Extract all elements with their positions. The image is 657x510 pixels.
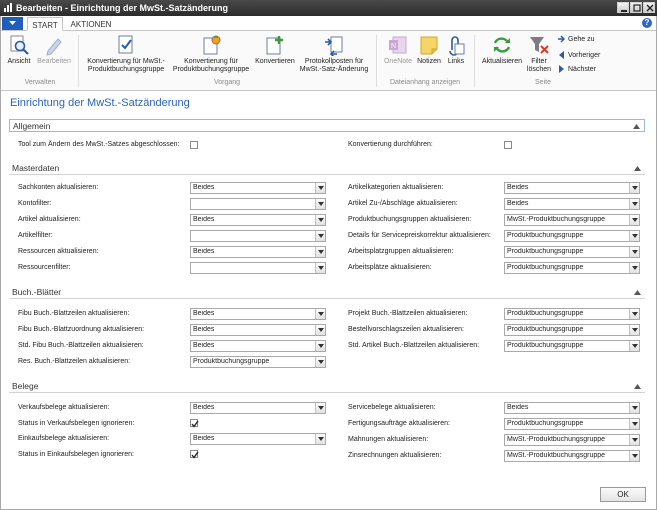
chevron-down-icon: [318, 360, 324, 364]
pencil-icon: [43, 34, 65, 56]
section-title-buchblaetter: Buch.-Blätter: [12, 287, 62, 297]
field-label: Artikelkategorien aktualisieren:: [348, 184, 444, 191]
chevron-up-icon: [633, 124, 640, 129]
checkmark-icon: [191, 420, 199, 428]
dropdown-arrow: [315, 263, 325, 273]
verkaufsbelege-dropdown[interactable]: [190, 402, 326, 414]
section-header-allgemein[interactable]: [9, 119, 645, 132]
chevron-down-icon: [632, 218, 638, 222]
onenote-icon: [387, 34, 409, 56]
document-gear-icon: [200, 34, 222, 56]
konvertierung-mwst-button[interactable]: [84, 34, 168, 74]
minimize-icon: [619, 4, 629, 13]
field-label: Zinsrechnungen aktualisieren:: [348, 452, 442, 459]
ribbon-separator: [78, 35, 79, 87]
dropdown-arrow: [629, 419, 639, 429]
tab-start[interactable]: START: [27, 17, 63, 31]
chevron-down-icon: [632, 266, 638, 270]
dropdown-arrow: [629, 451, 639, 461]
konvertierung-produkt-label-2: Produktbuchungsgruppe: [172, 66, 250, 73]
chevron-down-icon: [632, 186, 638, 190]
naechster-label: Nächster: [568, 65, 597, 73]
chevron-down-icon: [318, 406, 324, 410]
chevron-down-icon: [318, 202, 324, 206]
fibu-blattzeilen-dropdown[interactable]: [190, 308, 326, 320]
dropdown-arrow: [629, 183, 639, 193]
std-fibu-blattzeilen-dropdown[interactable]: [190, 340, 326, 352]
maximize-button[interactable]: [630, 2, 642, 13]
dropdown-arrow: [315, 231, 325, 241]
dropdown-arrow: [629, 435, 639, 445]
section-header-belege[interactable]: [9, 380, 645, 393]
projekt-blattzeilen-dropdown[interactable]: [504, 308, 640, 320]
field-label: Artikel Zu-/Abschläge aktualisieren:: [348, 200, 458, 207]
field-label: Artikel aktualisieren:: [18, 216, 81, 223]
chevron-down-icon: [318, 312, 324, 316]
field-label: Konvertierung durchführen:: [348, 141, 433, 148]
chevron-down-icon: [318, 186, 324, 190]
dropdown-arrow: [629, 247, 639, 257]
chevron-down-icon: [632, 234, 638, 238]
dropdown-arrow: [315, 403, 325, 413]
res-blattzeilen-dropdown[interactable]: [190, 356, 326, 368]
gehe-zu-label: Gehe zu: [568, 35, 595, 43]
field-label: Std. Artikel Buch.-Blattzeilen aktualisieren:: [348, 342, 480, 349]
svg-text:N: N: [390, 43, 397, 50]
field-label: Details für Servicepreiskorrektur aktualisieren:: [348, 232, 491, 239]
dropdown-value: Produktbuchungsgruppe: [193, 358, 270, 365]
dropdown-arrow: [629, 231, 639, 241]
dropdown-value: Beides: [193, 404, 215, 411]
field-label: Servicebelege aktualisieren:: [348, 404, 436, 411]
chevron-down-icon: [632, 438, 638, 442]
chevron-down-icon: [318, 437, 324, 441]
ressourcenfilter-input[interactable]: [190, 262, 326, 274]
section-header-masterdaten[interactable]: [9, 162, 645, 175]
app-icon: [4, 3, 13, 12]
ribbon-separator: [474, 35, 475, 87]
dropdown-value: Beides: [193, 184, 215, 191]
minimize-button[interactable]: [617, 2, 629, 13]
dropdown-arrow: [315, 183, 325, 193]
dropdown-arrow: [629, 263, 639, 273]
field-label: Arbeitsplatzgruppen aktualisieren:: [348, 248, 454, 255]
tab-aktionen[interactable]: AKTIONEN: [70, 20, 112, 29]
chevron-up-icon: [634, 290, 641, 295]
dropdown-arrow: [629, 309, 639, 319]
dropdown-value: Produktbuchungsgruppe: [507, 232, 584, 239]
bestellvorschlagszeilen-dropdown[interactable]: [504, 324, 640, 336]
dropdown-value: Produktbuchungsgruppe: [507, 264, 584, 271]
filter-loeschen-label-1: Filter: [531, 58, 547, 65]
section-header-buchblaetter[interactable]: [9, 286, 645, 299]
sachkonten-dropdown[interactable]: [190, 182, 326, 194]
mahnungen-dropdown[interactable]: [504, 434, 640, 446]
document-arrows-icon: [323, 34, 345, 56]
servicepreiskorrektur-dropdown[interactable]: [504, 230, 640, 242]
dropdown-value: Beides: [507, 200, 529, 207]
notizen-label: Notizen: [417, 58, 441, 65]
dropdown-value: Beides: [193, 435, 215, 442]
bearbeiten-button[interactable]: [36, 34, 72, 66]
artikelfilter-input[interactable]: [190, 230, 326, 242]
refresh-icon: [491, 34, 513, 56]
maximize-icon: [632, 4, 642, 13]
group-label-seite: Seite: [535, 79, 551, 86]
page-title: Einrichtung der MwSt.-Satzänderung: [10, 97, 190, 109]
links-label: Links: [447, 58, 465, 65]
konvertierung-produkt-button[interactable]: [170, 34, 252, 74]
gehe-zu-button[interactable]: [558, 35, 594, 43]
note-icon: [418, 34, 440, 56]
field-label: Ressourcen aktualisieren:: [18, 248, 99, 255]
ok-button[interactable]: OK: [600, 487, 646, 502]
artikelkategorien-dropdown[interactable]: [504, 182, 640, 194]
field-label: Kontofilter:: [18, 200, 52, 207]
std-artikel-blattzeilen-dropdown[interactable]: [504, 340, 640, 352]
field-label: Arbeitsplätze aktualisieren:: [348, 264, 432, 271]
arbeitsplatzgruppen-dropdown[interactable]: [504, 246, 640, 258]
dropdown-value: MwSt.-Produktbuchungsgruppe: [507, 452, 606, 459]
checkmark-icon: [191, 451, 199, 459]
funnel-clear-icon: [528, 34, 550, 56]
artikel-dropdown[interactable]: [190, 214, 326, 226]
ressourcen-dropdown[interactable]: [190, 246, 326, 258]
kontofilter-input[interactable]: [190, 198, 326, 210]
chevron-down-icon: [632, 202, 638, 206]
field-label: Status in Einkaufsbelegen ignorieren:: [18, 451, 134, 458]
chevron-down-icon: [632, 312, 638, 316]
dropdown-value: Beides: [507, 184, 529, 191]
chevron-down-icon: [632, 250, 638, 254]
ribbon-tab-bar: [0, 16, 657, 31]
chevron-down-icon: [632, 328, 638, 332]
field-label: Projekt Buch.-Blattzeilen aktualisieren:: [348, 310, 468, 317]
status-verkauf-ignorieren-checkbox[interactable]: [190, 419, 198, 427]
field-label: Fibu Buch.-Blattzuordnung aktualisieren:: [18, 326, 145, 333]
dropdown-value: Produktbuchungsgruppe: [507, 310, 584, 317]
zinsrechnungen-dropdown[interactable]: [504, 450, 640, 462]
group-label-dateianhang: Dateianhang anzeigen: [389, 79, 461, 86]
field-label: Fertigungsaufträge aktualisieren:: [348, 420, 450, 427]
arrow-right-icon: [558, 35, 566, 43]
dropdown-value: Produktbuchungsgruppe: [507, 420, 584, 427]
protokollposten-label-2: MwSt.-Satz-Änderung: [299, 66, 369, 73]
vorheriger-label: Vorheriger: [568, 51, 601, 59]
aktualisieren-label: Aktualisieren: [481, 58, 523, 65]
dropdown-arrow: [315, 199, 325, 209]
dropdown-value: Beides: [193, 216, 215, 223]
produktbuchungsgruppen-dropdown[interactable]: [504, 214, 640, 226]
dropdown-value: Beides: [193, 326, 215, 333]
chevron-down-icon: [632, 406, 638, 410]
dropdown-value: Produktbuchungsgruppe: [507, 342, 584, 349]
file-menu-button[interactable]: [2, 17, 23, 30]
field-label: Ressourcenfilter:: [18, 264, 71, 271]
arbeitsplaetze-dropdown[interactable]: [504, 262, 640, 274]
dropdown-value: Beides: [193, 248, 215, 255]
chevron-down-icon: [318, 328, 324, 332]
protokollposten-button[interactable]: [298, 34, 370, 74]
fibu-blattzuordnung-dropdown[interactable]: [190, 324, 326, 336]
ribbon: [0, 31, 657, 91]
paperclip-icon: [445, 34, 467, 56]
document-check-icon: [115, 34, 137, 56]
tool-abgeschlossen-checkbox[interactable]: [190, 141, 198, 149]
triangle-left-icon: [558, 51, 566, 59]
dropdown-value: Produktbuchungsgruppe: [507, 326, 584, 333]
chevron-up-icon: [634, 384, 641, 389]
dropdown-value: MwSt.-Produktbuchungsgruppe: [507, 216, 606, 223]
dropdown-arrow: [315, 325, 325, 335]
ribbon-separator: [376, 35, 377, 87]
konvertierung-mwst-label-2: Produktbuchungsgruppe: [87, 66, 165, 73]
field-label: Verkaufsbelege aktualisieren:: [18, 404, 110, 411]
servicebelege-dropdown[interactable]: [504, 402, 640, 414]
chevron-down-icon: [632, 454, 638, 458]
field-label: Artikelfilter:: [18, 232, 53, 239]
dropdown-value: Beides: [507, 404, 529, 411]
chevron-down-icon: [9, 21, 16, 26]
dropdown-arrow: [315, 341, 325, 351]
close-icon: [645, 4, 655, 13]
field-label: Einkaufsbelege aktualisieren:: [18, 435, 110, 442]
field-label: Sachkonten aktualisieren:: [18, 184, 99, 191]
dropdown-arrow: [629, 325, 639, 335]
einkaufsbelege-dropdown[interactable]: [190, 433, 326, 445]
chevron-down-icon: [632, 344, 638, 348]
triangle-right-icon: [558, 65, 566, 73]
konvertierung-mwst-label-1: Konvertierung für MwSt.-: [87, 58, 165, 65]
help-icon[interactable]: ?: [642, 18, 652, 28]
dropdown-value: MwSt.-Produktbuchungsgruppe: [507, 436, 606, 443]
status-einkauf-ignorieren-checkbox[interactable]: [190, 450, 198, 458]
konvertierung-produkt-label-1: Konvertierung für: [184, 58, 238, 65]
field-label: Mahnungen aktualisieren:: [348, 436, 429, 443]
konvertierung-durchfuehren-checkbox[interactable]: [504, 141, 512, 149]
dropdown-value: Produktbuchungsgruppe: [507, 248, 584, 255]
chevron-down-icon: [318, 218, 324, 222]
document-plus-icon: [264, 34, 286, 56]
chevron-down-icon: [318, 266, 324, 270]
field-label: Res. Buch.-Blattzeilen aktualisieren:: [18, 358, 131, 365]
links-button[interactable]: [444, 34, 468, 66]
filter-loeschen-button[interactable]: [526, 34, 552, 74]
field-label: Status in Verkaufsbelegen ignorieren:: [18, 420, 135, 427]
section-title-masterdaten: Masterdaten: [12, 163, 60, 173]
protokollposten-label-1: Protokollposten für: [304, 58, 364, 65]
window-titlebar: [0, 0, 657, 16]
field-label: Produktbuchungsgruppen aktualisieren:: [348, 216, 472, 223]
dropdown-arrow: [315, 215, 325, 225]
field-label: Fibu Buch.-Blattzeilen aktualisieren:: [18, 310, 130, 317]
window-title: Bearbeiten - Einrichtung der MwSt.-Satzänderung: [16, 3, 229, 13]
ansicht-label: Ansicht: [7, 58, 31, 65]
artikel-zu-abschlaege-dropdown[interactable]: [504, 198, 640, 210]
dropdown-arrow: [315, 309, 325, 319]
aktualisieren-button[interactable]: [478, 34, 526, 66]
onenote-label: OneNote: [383, 58, 413, 65]
dropdown-arrow: [315, 247, 325, 257]
notizen-button[interactable]: [416, 34, 442, 66]
group-label-vorgang: Vorgang: [213, 79, 241, 86]
field-label: Std. Fibu Buch.-Blattzeilen aktualisieren:: [18, 342, 144, 349]
konvertieren-button[interactable]: [254, 34, 296, 66]
section-title-allgemein: Allgemein: [13, 121, 51, 131]
chevron-up-icon: [634, 166, 641, 171]
chevron-down-icon: [318, 250, 324, 254]
chevron-down-icon: [318, 234, 324, 238]
magnifier-icon: [8, 34, 30, 56]
dropdown-arrow: [629, 403, 639, 413]
group-label-verwalten: Verwalten: [24, 79, 56, 86]
bearbeiten-label: Bearbeiten: [37, 58, 71, 65]
dropdown-value: Beides: [193, 310, 215, 317]
fertigungsauftraege-dropdown[interactable]: [504, 418, 640, 430]
naechster-button[interactable]: [558, 65, 596, 73]
chevron-down-icon: [318, 344, 324, 348]
field-label: Bestellvorschlagszeilen aktualisieren:: [348, 326, 464, 333]
dropdown-arrow: [629, 341, 639, 351]
dropdown-arrow: [629, 199, 639, 209]
vorheriger-button[interactable]: [558, 51, 600, 59]
section-title-belege: Belege: [12, 381, 39, 391]
dropdown-arrow: [629, 215, 639, 225]
dropdown-value: Beides: [193, 342, 215, 349]
field-label: Tool zum Ändern des MwSt.-Satzes abgeschlossen:: [18, 141, 180, 148]
onenote-button[interactable]: [380, 34, 416, 66]
ansicht-button[interactable]: [6, 34, 32, 66]
chevron-down-icon: [632, 422, 638, 426]
close-button[interactable]: [643, 2, 655, 13]
konvertieren-label: Konvertieren: [255, 58, 295, 65]
filter-loeschen-label-2: löschen: [526, 66, 552, 73]
dropdown-arrow: [315, 357, 325, 367]
dropdown-arrow: [315, 434, 325, 444]
